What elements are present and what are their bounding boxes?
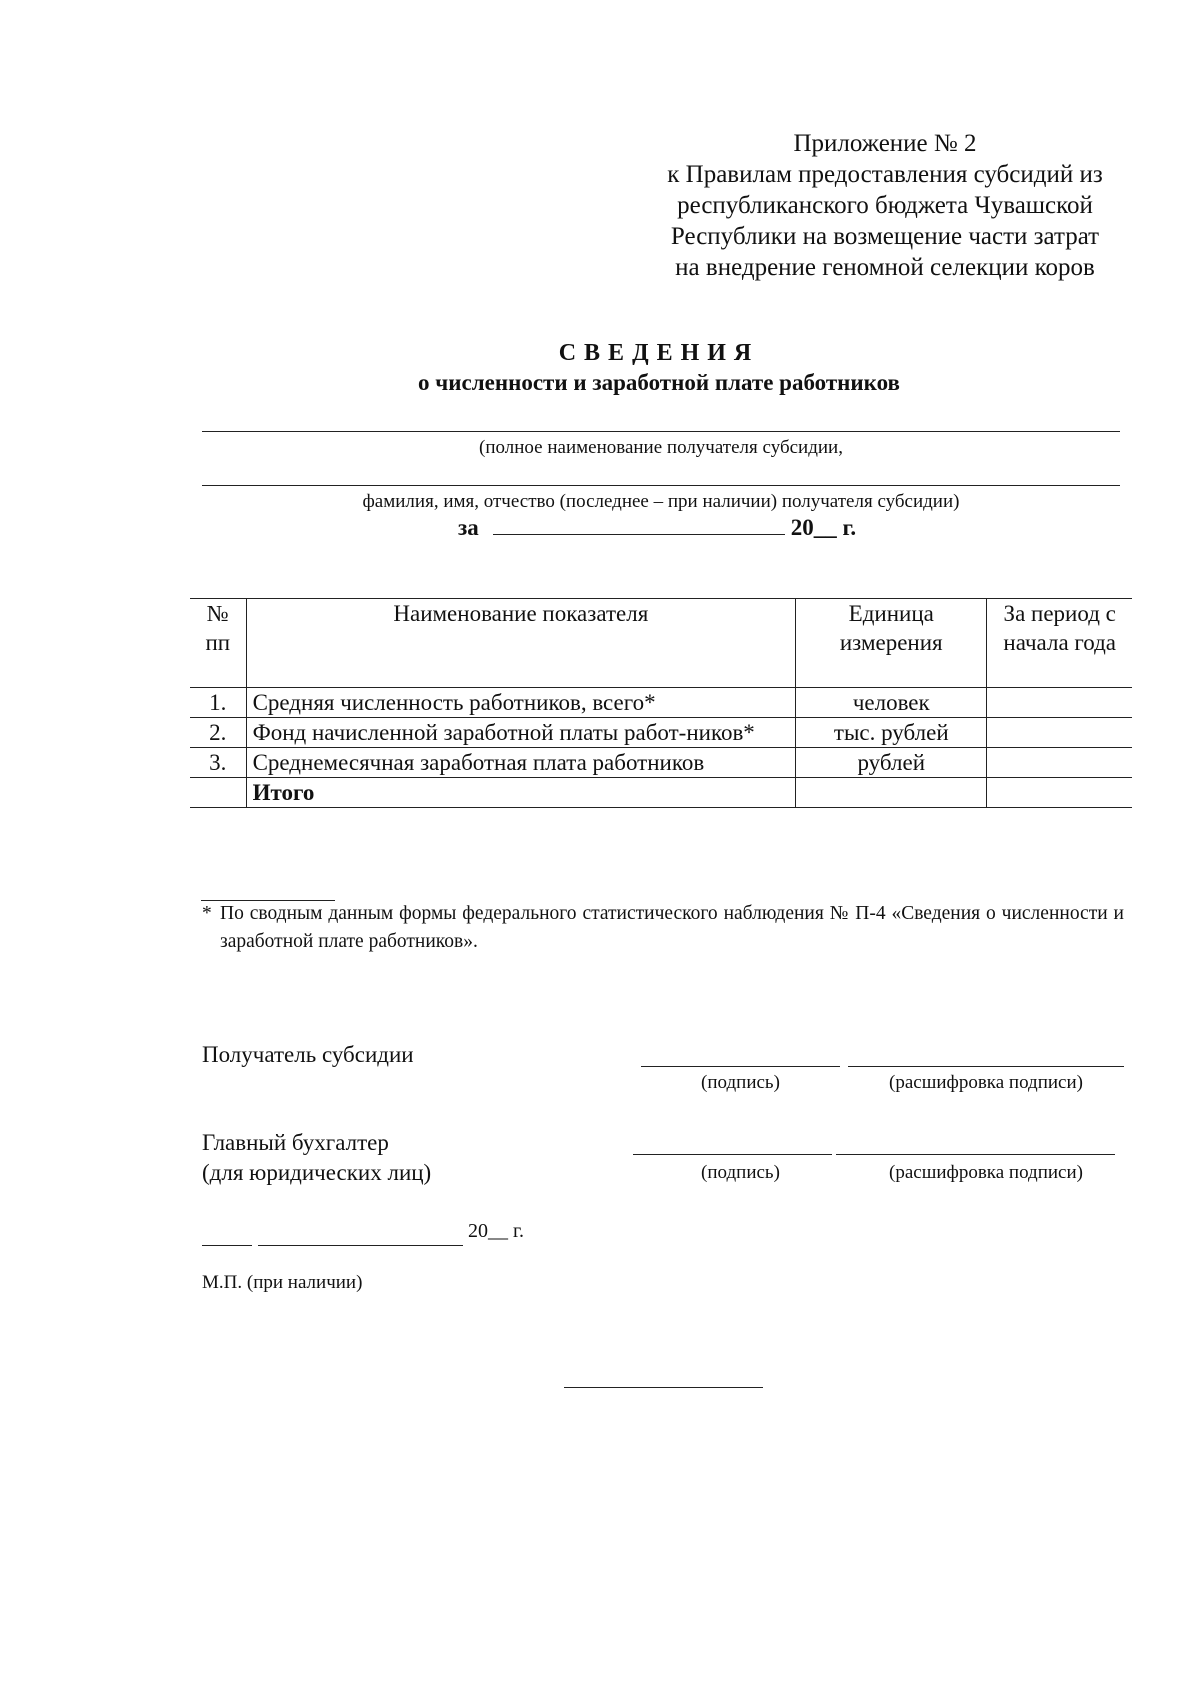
accountant-signature-caption: (подпись)	[701, 1162, 780, 1183]
recipient-label: Получатель субсидии	[202, 1042, 414, 1067]
date-year: 20__ г.	[468, 1220, 524, 1242]
row-name: Среднемесячная заработная плата работников	[246, 748, 796, 778]
recipient-signature-caption: (подпись)	[701, 1072, 780, 1093]
appendix-reference	[640, 128, 1130, 283]
total-label: Итого	[246, 778, 796, 808]
appendix-line: Приложение № 2	[793, 130, 977, 157]
recipient-name-line	[202, 431, 1120, 432]
row-unit: тыс. рублей	[796, 718, 987, 748]
recipient-decode-caption: (расшифровка подписи)	[889, 1072, 1083, 1093]
accountant-decode-line[interactable]	[836, 1154, 1115, 1155]
chief-accountant-note: (для юридических лиц)	[202, 1160, 432, 1185]
period-blank	[493, 516, 785, 535]
date-month-line[interactable]	[258, 1245, 463, 1246]
end-rule	[564, 1387, 763, 1388]
table-row	[190, 718, 1132, 748]
row-name: Фонд начисленной заработной платы работ-ников*	[246, 718, 796, 748]
stamp-text: М.П. (при наличии)	[202, 1272, 363, 1293]
indicators-table	[190, 598, 1132, 808]
appendix-line: к Правилам предоставления субсидий из	[667, 161, 1103, 188]
row-name: Средняя численность работников, всего*	[246, 688, 796, 718]
header-unit: Единица измерения	[796, 599, 987, 688]
date-day-line[interactable]	[202, 1245, 252, 1246]
document-subtitle: о численности и заработной плате работников	[418, 370, 900, 395]
row-period[interactable]	[987, 718, 1132, 748]
recipient-fio-line	[202, 485, 1120, 486]
accountant-signature-line[interactable]	[633, 1154, 832, 1155]
total-period[interactable]	[987, 778, 1132, 808]
footnote-text: По сводным данным формы федерального статистического наблюдения № П-4 «Сведения о численности и заработной плате работников».	[220, 903, 1124, 952]
reporting-period-line	[458, 515, 856, 541]
recipient-name-caption: (полное наименование получателя субсидии,	[479, 437, 843, 458]
table-total-row	[190, 778, 1132, 808]
header-name: Наименование показателя	[246, 599, 796, 688]
header-period: За период с начала года	[987, 599, 1132, 688]
period-prefix: за	[458, 515, 479, 540]
accountant-decode-caption: (расшифровка подписи)	[889, 1162, 1083, 1183]
period-year: 20__ г.	[790, 515, 857, 540]
table-row	[190, 748, 1132, 778]
row-period[interactable]	[987, 688, 1132, 718]
row-num: 3.	[190, 748, 246, 778]
appendix-line: республиканского бюджета Чувашской	[677, 192, 1093, 219]
total-unit	[796, 778, 987, 808]
appendix-line: Республики на возмещение части затрат	[670, 223, 1100, 250]
footnote-mark: *	[202, 903, 212, 924]
footnote	[202, 900, 1124, 956]
recipient-fio-caption: фамилия, имя, отчество (последнее – при наличии) получателя субсидии)	[362, 491, 960, 512]
document-title: СВЕДЕНИЯ	[558, 340, 760, 366]
recipient-decode-line[interactable]	[848, 1066, 1124, 1067]
chief-accountant-label: Главный бухгалтер	[202, 1130, 389, 1155]
total-num	[190, 778, 246, 808]
header-num: № пп	[190, 599, 246, 688]
recipient-signature-line[interactable]	[641, 1066, 840, 1067]
row-unit: рублей	[796, 748, 987, 778]
table-row	[190, 688, 1132, 718]
row-unit: человек	[796, 688, 987, 718]
row-num: 2.	[190, 718, 246, 748]
row-num: 1.	[190, 688, 246, 718]
appendix-line: на внедрение геномной селекции коров	[675, 254, 1095, 281]
table-header-row	[190, 599, 1132, 688]
row-period[interactable]	[987, 748, 1132, 778]
